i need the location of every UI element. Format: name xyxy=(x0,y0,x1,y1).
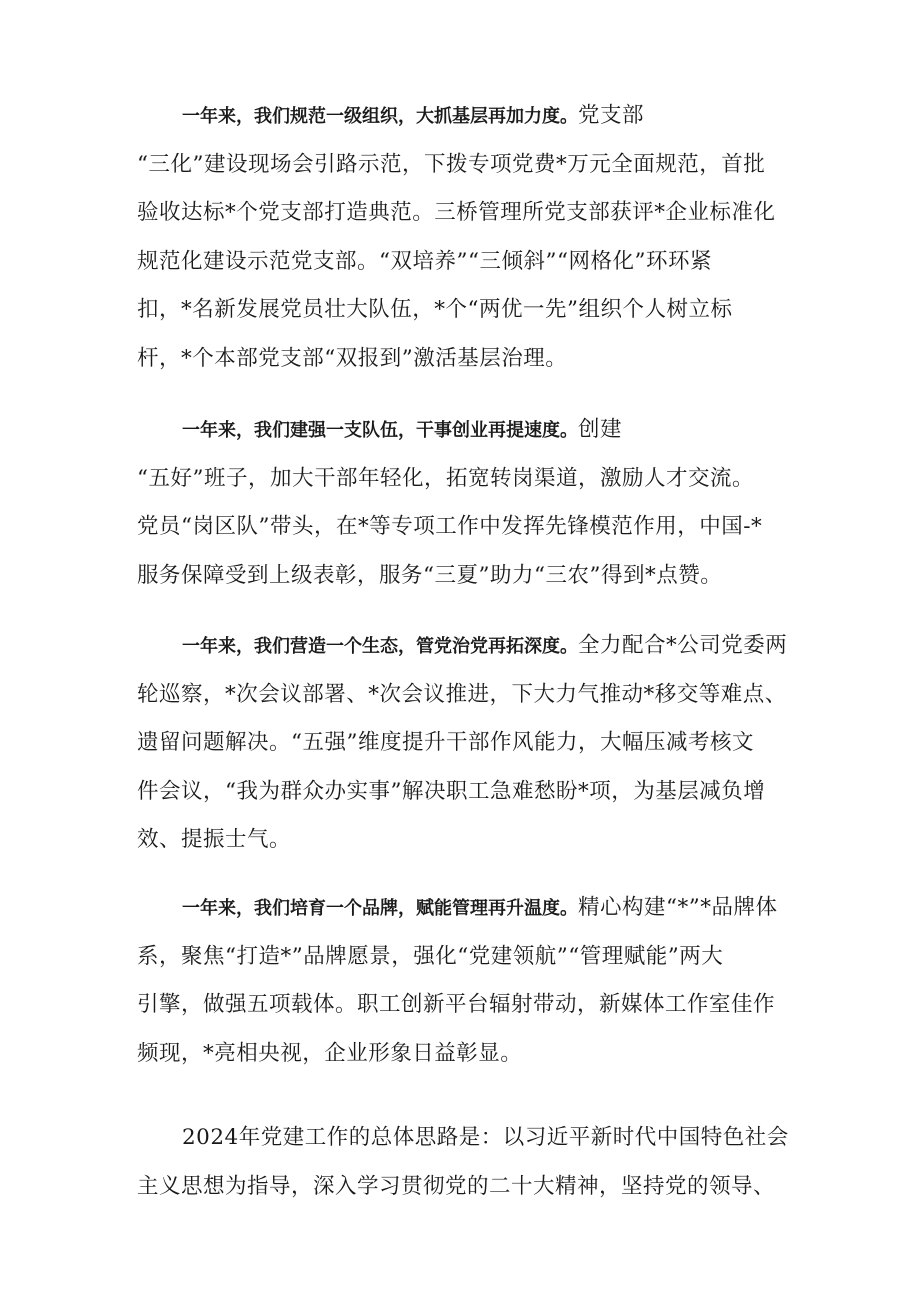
paragraph-text: 创建 xyxy=(578,417,623,442)
paragraph-first-line xyxy=(137,622,787,671)
paragraph-first-line xyxy=(137,884,787,933)
paragraph-line: 规范化建设示范党支部。“双培养”“三倾斜”“网格化”环环紧 xyxy=(137,248,712,274)
paragraph-line: 杆，*个本部党支部“双报到”激活基层治理。 xyxy=(137,345,568,371)
paragraph-line: 引擎，做强五项载体。职工创新平台辐射带动，新媒体工作室佳作 xyxy=(137,992,776,1017)
paragraph-line: 主义思想为指导，深入学习贯彻党的二十大精神，坚持党的领导、 xyxy=(137,1173,776,1199)
paragraph-line: “五好”班子，加大干部年轻化，拓宽转岗渠道，激励人才交流。 xyxy=(137,465,754,491)
paragraph-text: 精心构建“*”*品牌体 xyxy=(578,895,778,920)
paragraph-lead: 一年来，我们规范一级组织，大抓基层再加力度。 xyxy=(182,106,578,127)
paragraph-line: 系，聚焦“打造*”品牌愿景，强化“党建领航”“管理赋能”两大 xyxy=(137,943,724,969)
paragraph-2024-plan xyxy=(137,1114,787,1211)
paragraph-line: 党员“岗区队”带头，在*等专项工作中发挥先锋模范作用，中国-* xyxy=(137,514,763,539)
paragraph-team xyxy=(137,406,787,600)
paragraph-organization xyxy=(137,92,787,383)
paragraph-line: “三化”建设现场会引路示范，下拨专项党费*万元全面规范，首批 xyxy=(137,151,766,177)
paragraph-lead: 一年来，我们营造一个生态，管党治党再拓深度。 xyxy=(182,636,578,657)
paragraph-brand xyxy=(137,884,787,1078)
paragraph-line: 效、提振士气。 xyxy=(137,827,292,852)
paragraph-line: 服务保障受到上级表彰，服务“三夏”助力“三农”得到*点赞。 xyxy=(137,562,723,588)
paragraph-line: 轮巡察，*次会议部署、*次会议推进，下大力气推动*移交等难点、 xyxy=(137,681,787,707)
paragraph-line: 验收达标*个党支部打造典范。三桥管理所党支部获评*企业标准化 xyxy=(137,200,776,225)
paragraph-line: 2024年党建工作的总体思路是：以习近平新时代中国特色社会 xyxy=(182,1125,789,1150)
paragraph-lead: 一年来，我们培育一个品牌，赋能管理再升温度。 xyxy=(182,898,578,919)
paragraph-line: 扣，*名新发展党员壮大队伍，*个“两优一先”组织个人树立标 xyxy=(137,297,733,322)
paragraph-line: 频现，*亮相央视，企业形象日益彰显。 xyxy=(137,1040,523,1066)
paragraph-lead: 一年来，我们建强一支队伍，干事创业再提速度。 xyxy=(182,420,578,441)
paragraph-line: 遗留问题解决。“五强”维度提升干部作风能力，大幅压减考核文 xyxy=(137,730,754,755)
paragraph-text: 党支部 xyxy=(578,103,645,128)
paragraph-first-line xyxy=(137,406,787,455)
paragraph-first-line xyxy=(137,92,787,141)
paragraph-text: 全力配合*公司党委两 xyxy=(578,633,788,658)
paragraph-ecology xyxy=(137,622,787,865)
paragraph-line: 件会议，“我为群众办实事”解决职工急难愁盼*项，为基层减负增 xyxy=(137,778,766,804)
